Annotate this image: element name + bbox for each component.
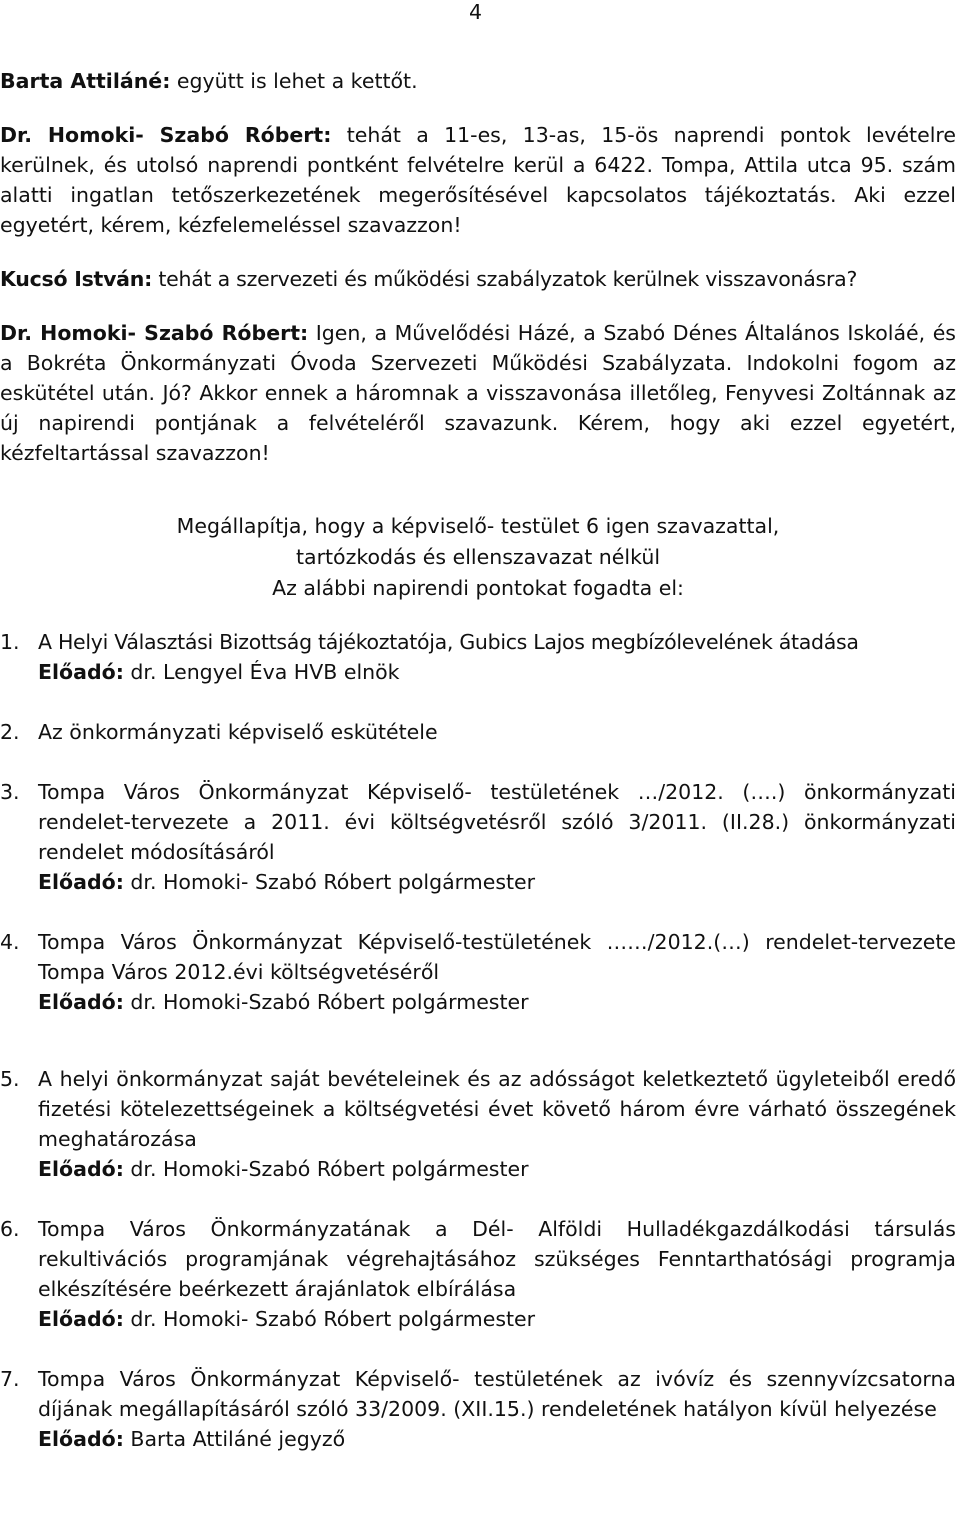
presenter-label: Előadó: (38, 1307, 124, 1331)
agenda-text: Tompa Város Önkormányzat Képviselő-testületének ……/2012.(…) rendelet-tervezete Tompa Város 2012.évi költségvetéséről (38, 930, 956, 984)
agenda-number: 1. (0, 630, 20, 654)
presenter-label: Előadó: (38, 1427, 124, 1451)
agenda-presenter (38, 657, 956, 687)
speaker-name: Barta Attiláné: (0, 69, 171, 93)
agenda-text: Tompa Város Önkormányzat Képviselő- testületének …/2012. (….) önkormányzati rendelet-tervezete a 2011. évi költségvetésről szóló 3/2011. (II.28.) önkormányzati rendelet módosításáról (38, 780, 956, 864)
agenda-item-1 (0, 627, 956, 687)
paragraph-text: tehát a 11-es, 13-as, 15-ös naprendi pontok levételre kerülnek, és utolsó naprendi pontként felvételre kerül a 6422. Tompa, Attila utca 95. szám alatti ingatlan tetőszerkezetének megerősítésével kapcsolatos tájékoztatás. Aki ezzel egyetért, kérem, kézfelemeléssel szavazzon! (0, 123, 956, 237)
agenda-presenter (38, 987, 956, 1017)
resolution-line: Az alábbi napirendi pontokat fogadta el: (272, 576, 684, 600)
agenda-text: Tompa Város Önkormányzat Képviselő- testületének az ivóvíz és szennyvízcsatorna díjának megállapításáról szóló 33/2009. (XII.15.) rendeletének hatályon kívül helyezése (38, 1367, 956, 1421)
agenda-presenter (38, 867, 956, 897)
presenter-name: dr. Lengyel Éva HVB elnök (123, 660, 400, 684)
agenda-item-3 (0, 777, 956, 897)
agenda-item-4 (0, 927, 956, 1017)
presenter-name: dr. Homoki- Szabó Róbert polgármester (123, 1307, 536, 1331)
agenda-number: 6. (0, 1217, 20, 1241)
agenda-number: 3. (0, 780, 20, 804)
agenda-presenter (38, 1154, 956, 1184)
agenda-item-2 (0, 717, 956, 747)
resolution-line: tartózkodás és ellenszavazat nélkül (295, 545, 661, 569)
presenter-name: dr. Homoki-Szabó Róbert polgármester (123, 990, 529, 1014)
agenda-number: 2. (0, 720, 20, 744)
agenda-item-6 (0, 1214, 956, 1334)
paragraph-kucso (0, 264, 956, 294)
presenter-name: dr. Homoki- Szabó Róbert polgármester (123, 870, 536, 894)
document-body (0, 66, 956, 1454)
agenda-text: Az önkormányzati képviselő eskütétele (38, 720, 438, 744)
resolution-block (0, 511, 956, 604)
presenter-label: Előadó: (38, 1157, 124, 1181)
presenter-name: Barta Attiláné jegyző (123, 1427, 346, 1451)
paragraph-text: együtt is lehet a kettőt. (170, 69, 418, 93)
agenda-number: 4. (0, 930, 20, 954)
agenda-number: 7. (0, 1367, 20, 1391)
agenda-text: A helyi önkormányzat saját bevételeinek és az adósságot keletkeztető ügyleteiből eredő fizetési kötelezettségeinek a költségvetési évet követő három évre várható összegének meghatározása (38, 1067, 956, 1151)
speaker-name: Kucsó István: (0, 267, 153, 291)
speaker-name: Dr. Homoki- Szabó Róbert: (0, 123, 332, 147)
agenda-presenter (38, 1424, 956, 1454)
speaker-name: Dr. Homoki- Szabó Róbert: (0, 321, 309, 345)
agenda-presenter (38, 1304, 956, 1334)
paragraph-text: Igen, a Művelődési Házé, a Szabó Dénes Általános Iskoláé, és a Bokréta Önkormányzati Óvoda Szervezeti Működési Szabályzata. Indokolni fogom az eskütétel után. Jó? Akkor ennek a háromnak a visszavonása illetőleg, Fenyvesi Zoltánnak az új napirendi pontjának a felvételéről szavazunk. Kérem, hogy aki ezzel egyetért, kézfeltartással szavazzon! (0, 321, 956, 465)
paragraph-homoki-1 (0, 120, 956, 240)
agenda-item-7 (0, 1364, 956, 1454)
presenter-label: Előadó: (38, 990, 124, 1014)
agenda-item-5 (0, 1064, 956, 1184)
presenter-label: Előadó: (38, 660, 124, 684)
paragraph-homoki-2 (0, 318, 956, 468)
presenter-name: dr. Homoki-Szabó Róbert polgármester (123, 1157, 529, 1181)
agenda-number: 5. (0, 1067, 20, 1091)
paragraph-text: tehát a szervezeti és működési szabályzatok kerülnek visszavonásra? (152, 267, 858, 291)
agenda-text: Tompa Város Önkormányzatának a Dél- Alföldi Hulladékgazdálkodási társulás rekultivációs programjának végrehajtásához szükséges Fenntarthatósági programja elkészítésére beérkezett árajánlatok elbírálása (38, 1217, 956, 1301)
paragraph-barta (0, 66, 956, 96)
agenda-text: A Helyi Választási Bizottság tájékoztatója, Gubics Lajos megbízólevelének átadása (38, 630, 859, 654)
resolution-line: Megállapítja, hogy a képviselő- testület 6 igen szavazattal, (176, 514, 780, 538)
page-number: 4 (469, 0, 483, 24)
presenter-label: Előadó: (38, 870, 124, 894)
